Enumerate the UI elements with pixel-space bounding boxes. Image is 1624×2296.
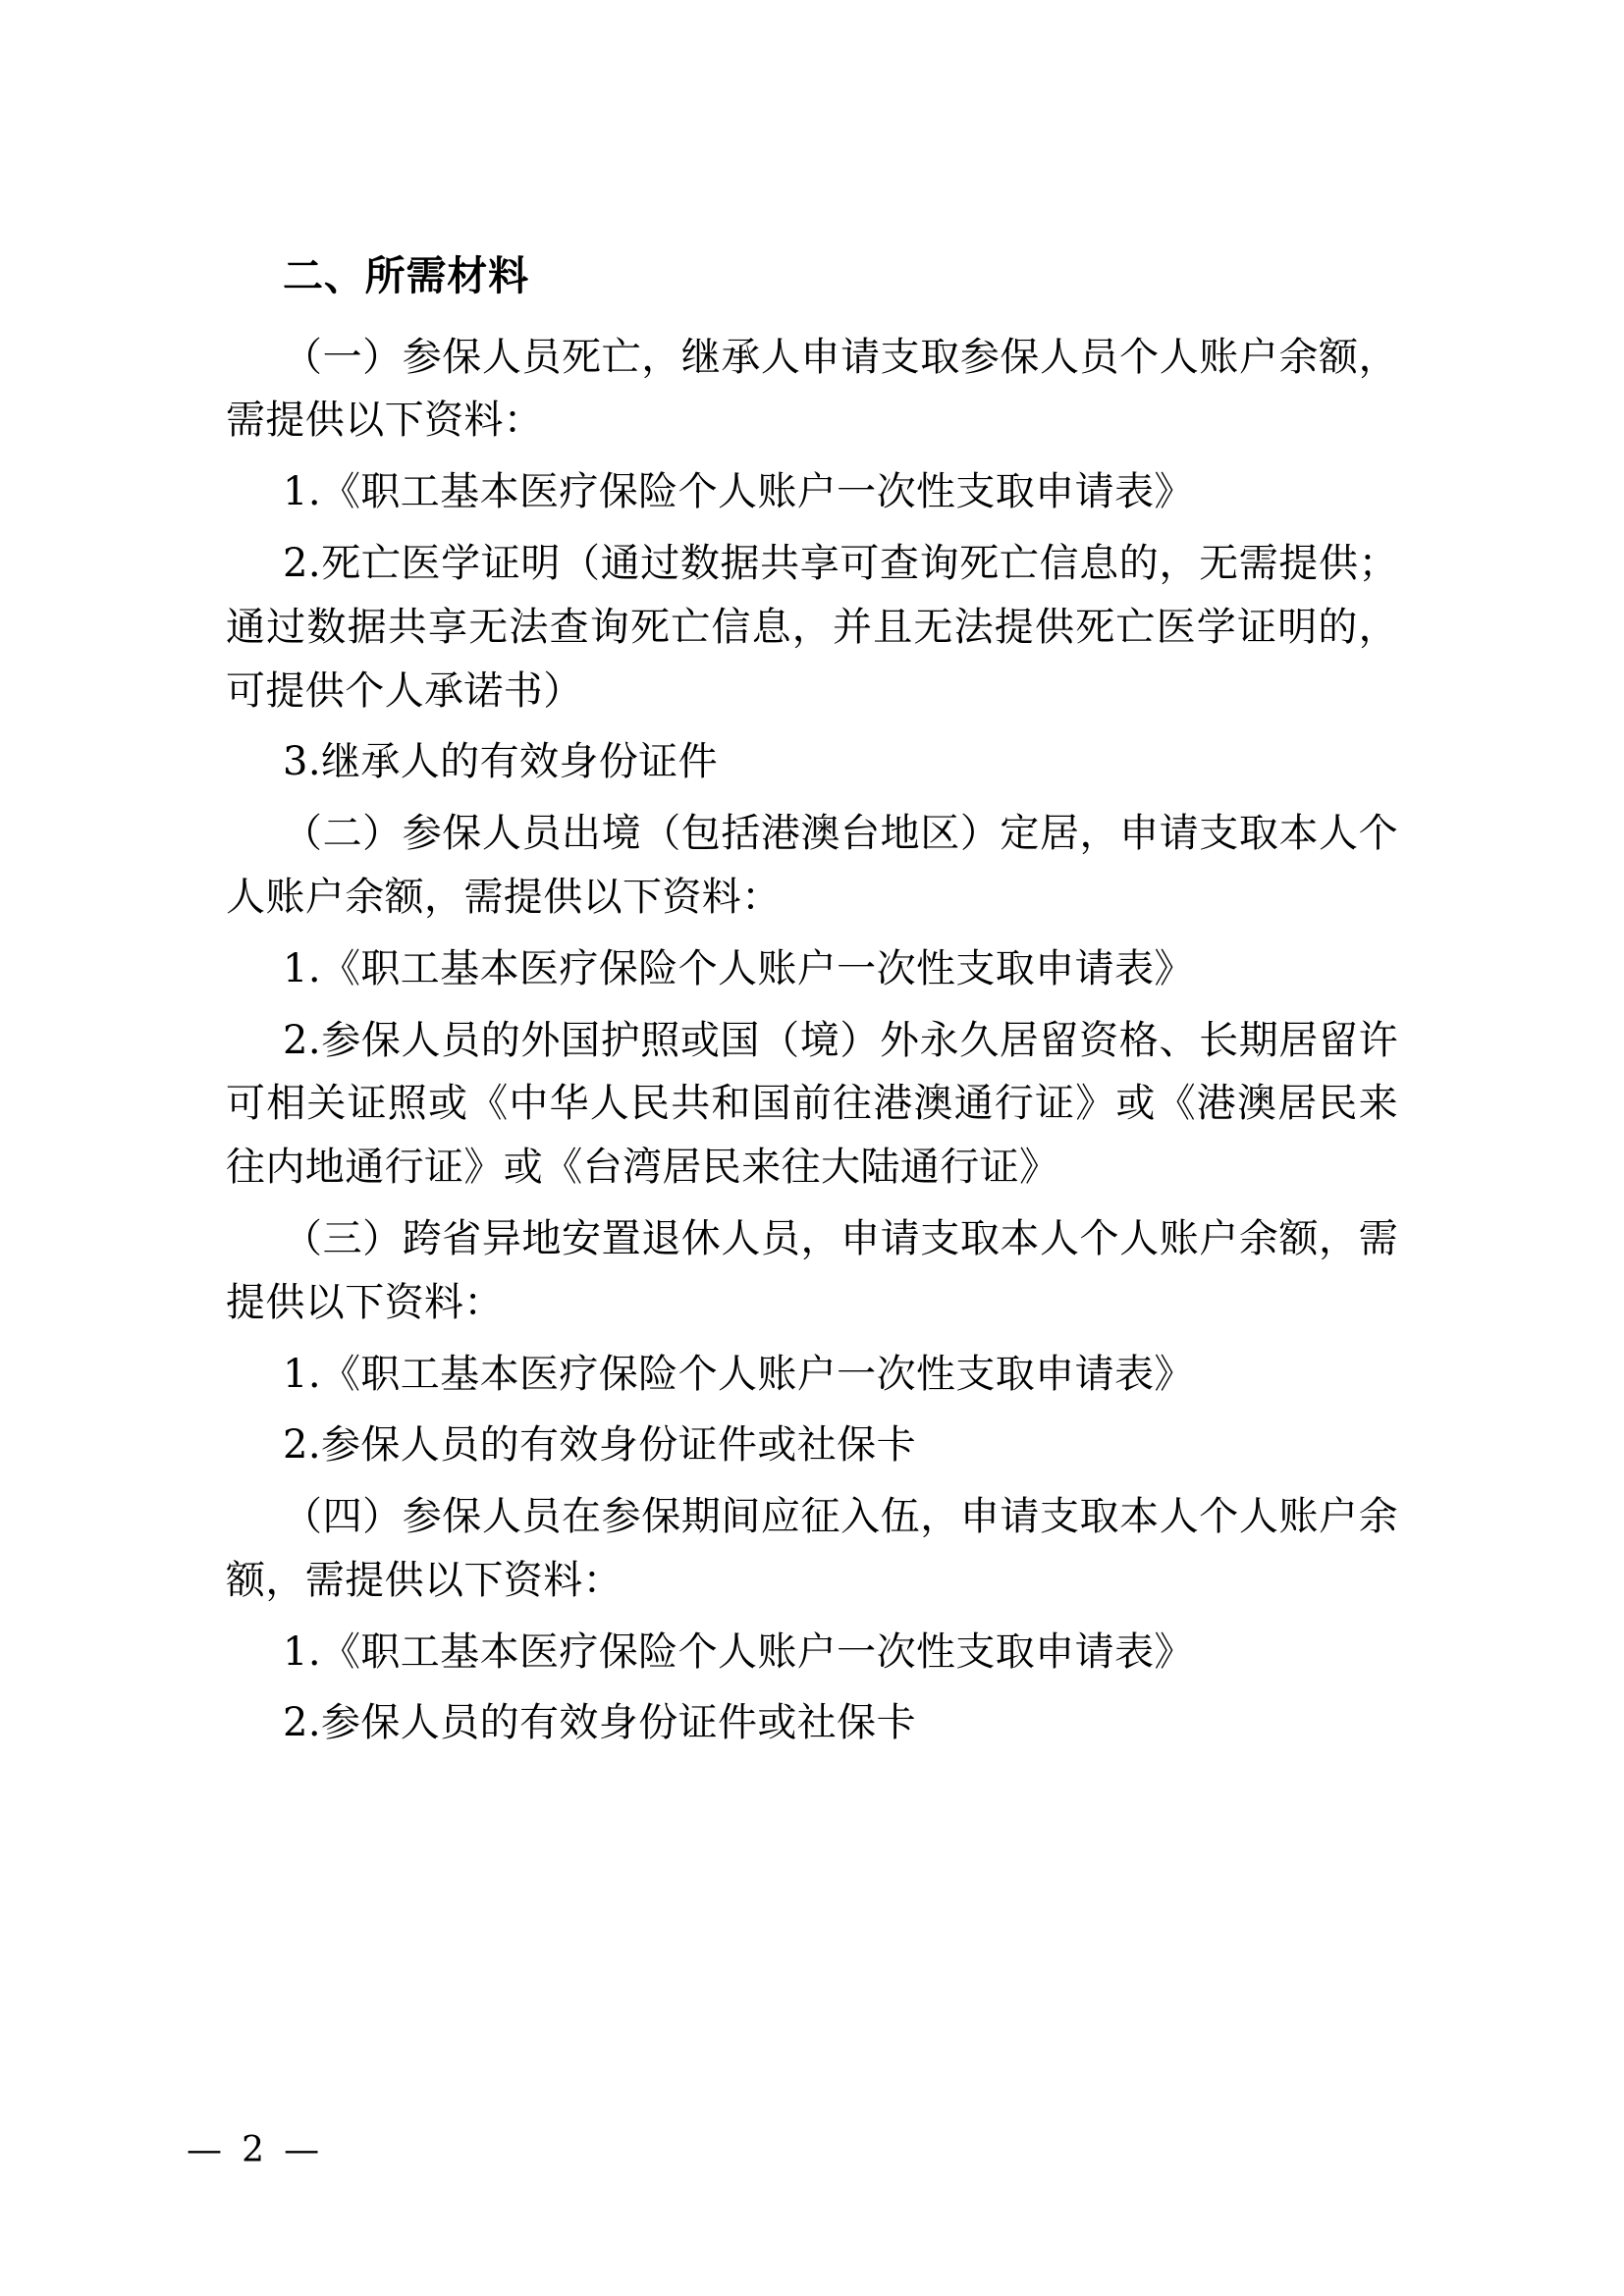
section-heading: 二、所需材料: [283, 252, 529, 299]
paragraph: 2.死亡医学证明（通过数据共享可查询死亡信息的，无需提供；通过数据共享无法查询死亡信息，并且无法提供死亡医学证明的，可提供个人承诺书）: [226, 540, 1398, 714]
page-number: — 2 —: [187, 2130, 324, 2170]
paragraph: 2.参保人员的外国护照或国（境）外永久居留资格、长期居留许可相关证照或《中华人民共和国前往港澳通行证》或《港澳居民来往内地通行证》或《台湾居民来往大陆通行证》: [226, 1017, 1398, 1191]
paragraph: （一）参保人员死亡，继承人申请支取参保人员个人账户余额，需提供以下资料：: [226, 334, 1398, 444]
paragraph: （二）参保人员出境（包括港澳台地区）定居，申请支取本人个人账户余额，需提供以下资料：: [226, 811, 1398, 920]
paragraph: （三）跨省异地安置退休人员，申请支取本人个人账户余额，需提供以下资料：: [226, 1215, 1398, 1325]
paragraph: 2.参保人员的有效身份证件或社保卡: [283, 1700, 916, 1746]
paragraph: 3.继承人的有效身份证件: [283, 739, 718, 785]
paragraph: 1.《职工基本医疗保险个人账户一次性支取申请表》: [283, 1629, 1194, 1675]
paragraph: 1.《职工基本医疗保险个人账户一次性支取申请表》: [283, 469, 1194, 515]
paragraph: 1.《职工基本医疗保险个人账户一次性支取申请表》: [283, 945, 1194, 991]
paragraph: 1.《职工基本医疗保险个人账户一次性支取申请表》: [283, 1351, 1194, 1397]
paragraph: （四）参保人员在参保期间应征入伍，申请支取本人个人账户余额，需提供以下资料：: [226, 1494, 1398, 1603]
paragraph: 2.参保人员的有效身份证件或社保卡: [283, 1422, 916, 1468]
